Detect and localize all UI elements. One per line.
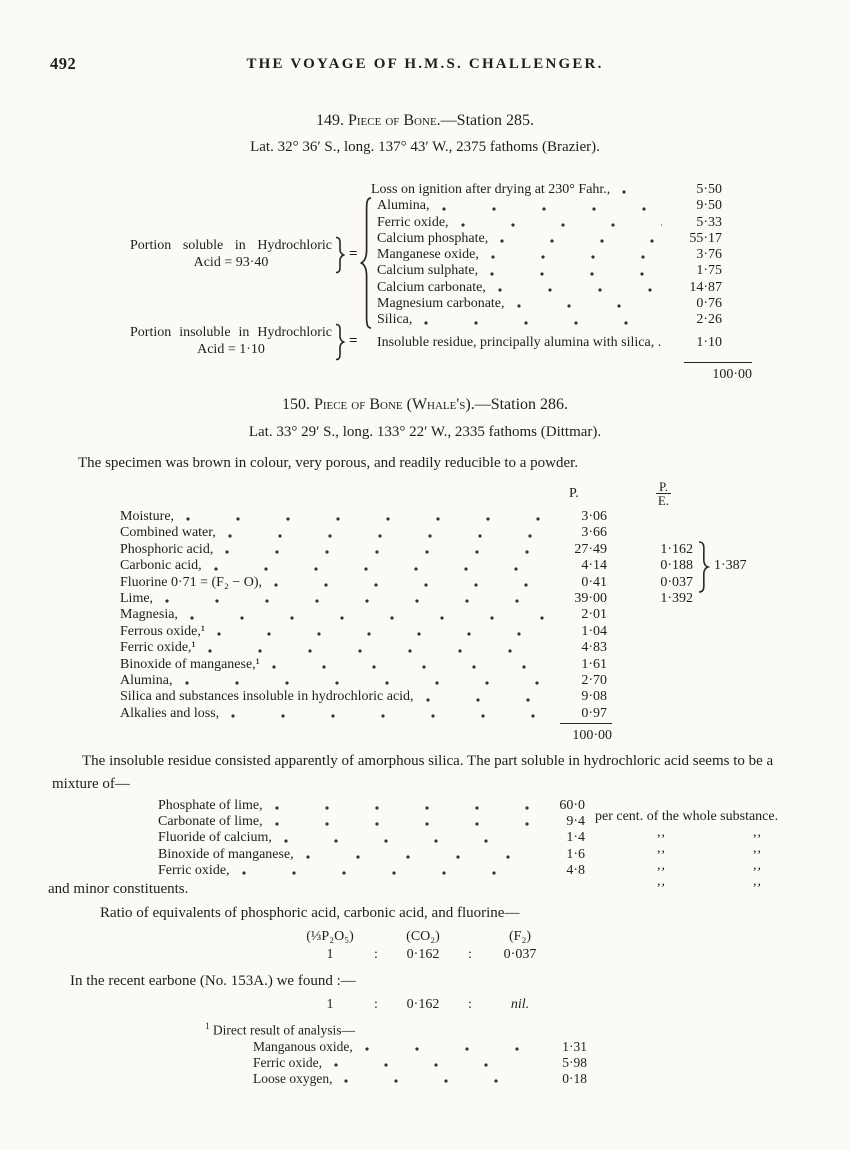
value-p: 39·00: [574, 591, 607, 607]
table-row: [120, 624, 693, 640]
formula-carbonic: (CO₂): [406, 929, 440, 944]
row-label: Ferrous oxide,¹: [120, 623, 206, 639]
table-row: [120, 640, 693, 656]
row-label: Fluoride of calcium,: [158, 830, 272, 846]
row-value: 9·4: [566, 814, 585, 830]
table-149-rows: [371, 182, 722, 329]
ratio-intro: Ratio of equivalents of phosphoric acid, carbonic acid, and fluorine—: [100, 905, 520, 921]
row-label: Alumina,: [377, 198, 430, 214]
ratio-value: 1: [326, 947, 334, 962]
table-row: [120, 509, 693, 525]
dot-leader: [622, 186, 662, 196]
soluble-portion-label: [130, 237, 332, 271]
table-row: [120, 607, 693, 623]
ratio-colon: :: [374, 997, 378, 1012]
row-value: 1·6: [566, 846, 585, 862]
specimen-name: Piece of Bone.: [347, 112, 441, 129]
dot-leader: [225, 546, 544, 556]
section-149-latlong: Lat. 32° 36′ S., long. 137° 43′ W., 2375 fathoms (Brazier).: [250, 139, 600, 155]
ditto-mark: ,,: [657, 841, 666, 857]
row-value: 9·50: [696, 198, 722, 214]
ditto-mark: ,,: [753, 825, 762, 841]
table-row: [120, 591, 693, 607]
row-label: Binoxide of manganese,¹: [120, 656, 260, 672]
ratio-value-nil: nil.: [510, 997, 530, 1012]
page-number: 492: [50, 54, 77, 73]
row-label: Lime,: [120, 591, 154, 607]
table-row: [158, 862, 820, 889]
dot-leader: [208, 645, 544, 655]
footnote-title: [205, 1018, 587, 1039]
row-value: 2·26: [696, 312, 722, 328]
row-label: Phosphate of lime,: [158, 798, 263, 813]
table-row: [120, 706, 693, 722]
total-value: 100·00: [712, 367, 752, 382]
dot-leader: [306, 851, 531, 861]
ditto-mark: ,,: [753, 841, 762, 857]
table-row: [120, 525, 693, 541]
table-row: [377, 263, 722, 279]
row-value: 60·0: [559, 798, 585, 813]
dot-leader: [490, 268, 662, 278]
value-p: 1·61: [581, 656, 607, 672]
label-line: Portion insoluble in Hydrochloric: [130, 325, 332, 340]
label-line: Acid = 93·40: [193, 255, 269, 270]
section-150-heading: [0, 396, 850, 414]
footnote-rows: [205, 1039, 587, 1087]
table-row: [120, 575, 693, 591]
value-p: 2·70: [581, 673, 607, 689]
ditto-mark: ,,: [657, 873, 666, 889]
value-pe: 0·037: [660, 574, 693, 590]
dot-leader: [165, 595, 544, 605]
group-brace-left-icon: [359, 196, 373, 330]
row-label: Combined water,: [120, 525, 216, 541]
footnote: [205, 1018, 587, 1087]
analysis-table-149: [0, 178, 850, 396]
row-value: 5·98: [562, 1054, 587, 1070]
ratio-value: 0·162: [406, 947, 440, 962]
row-main: [158, 863, 585, 879]
dot-leader: [424, 317, 662, 327]
insoluble-residue-paragraph: The insoluble residue consisted apparently of amorphous silica. The part soluble in hydrochloric acid seems to be a mixture of—: [52, 753, 774, 792]
dot-leader: [185, 677, 545, 687]
row-label: Alkalies and loss,: [120, 705, 220, 721]
value-p: 0·97: [581, 705, 607, 721]
value-p: 0·41: [581, 574, 607, 590]
specimen-description: The specimen was brown in colour, very porous, and readily reducible to a powder.: [78, 455, 579, 471]
row-value: 55·17: [689, 230, 722, 246]
ratio-value: 1: [326, 997, 334, 1012]
row-label: Fluorine 0·71 = (F₂ − O),: [120, 574, 262, 590]
row-label: Loose oxygen,: [253, 1070, 333, 1086]
table-row: [377, 247, 722, 263]
ditto-mark: ,,: [657, 825, 666, 841]
earbone-values: [298, 997, 556, 1013]
section-number: 149.: [315, 112, 348, 129]
row-label: Insoluble residue, principally alumina with silica, .: [377, 335, 662, 350]
row-label: Carbonic acid,: [120, 558, 202, 574]
dot-leader: [426, 694, 544, 704]
dot-leader: [365, 1043, 531, 1053]
dot-leader: [228, 530, 544, 540]
value-pe: 0·188: [660, 558, 693, 574]
dot-leader: [242, 867, 531, 877]
row-label: Silica,: [377, 312, 413, 328]
row-value: 1·31: [562, 1038, 587, 1054]
row-value: 4·8: [566, 862, 585, 878]
mixture-table: [158, 798, 820, 889]
row-label: Calcium phosphate,: [377, 230, 489, 246]
dot-leader: [517, 300, 662, 310]
row-label: Silica and substances insoluble in hydrochloric acid,: [120, 689, 414, 705]
row-main: [158, 814, 585, 830]
section-number: 150.: [281, 396, 314, 413]
dot-leader: [500, 235, 662, 245]
value-p: 2·01: [581, 607, 607, 623]
ditto-mark: ,,: [753, 857, 762, 873]
column-header-p: P.: [569, 486, 579, 501]
value-p: 9·08: [581, 689, 607, 705]
equivalents-sum: 1·387: [714, 558, 747, 573]
row-label: Ferric oxide,: [158, 862, 230, 878]
minor-constituents-note: and minor constituents.: [48, 881, 189, 897]
value-p: 27·49: [574, 541, 607, 557]
dot-leader: [186, 513, 544, 523]
row-label: Binoxide of manganese,: [158, 846, 294, 862]
row-value: 1·75: [696, 263, 722, 279]
total-value: 100·00: [572, 728, 612, 743]
station-label: —Station 285.: [440, 112, 535, 129]
footnote-marker: 1: [205, 1021, 210, 1031]
ratio-value: 0·037: [503, 947, 537, 962]
dot-leader: [272, 661, 544, 671]
formula-phosphoric: (⅓P₂O₅): [306, 929, 354, 944]
value-pe: 1·162: [660, 541, 693, 557]
row-label: Magnesium carbonate,: [377, 296, 505, 312]
row-value: 0·18: [562, 1070, 587, 1086]
row-value: 5·50: [696, 182, 722, 197]
equals-sign: =: [349, 333, 358, 349]
fraction-denominator: E.: [657, 493, 670, 508]
table-row: [253, 1071, 587, 1087]
row-label: Manganous oxide,: [253, 1038, 353, 1054]
dot-leader: [344, 1075, 531, 1085]
row-main: [158, 830, 585, 846]
section-149-heading: [0, 112, 850, 130]
equals-sign: =: [349, 246, 358, 262]
table-row: [377, 231, 722, 247]
row-label: Ferric oxide,¹: [120, 640, 196, 656]
row-label: Manganese oxide,: [377, 247, 479, 263]
section-150-latlong: Lat. 33° 29′ S., long. 133° 22′ W., 2335 fathoms (Dittmar).: [248, 424, 602, 440]
table-150-rows: [120, 509, 693, 722]
value-pe: 1·392: [660, 591, 693, 607]
ratio-values: [298, 947, 556, 963]
table-row: [377, 312, 722, 328]
dot-leader: [275, 802, 531, 812]
label-brace-right-icon: [334, 323, 345, 361]
dot-leader: [231, 710, 544, 720]
running-title: THE VOYAGE OF H.M.S. CHALLENGER.: [246, 56, 604, 72]
station-label: —Station 286.: [474, 396, 569, 413]
column-header-p-over-e: [656, 480, 671, 507]
insoluble-residue-row: [377, 335, 722, 351]
specimen-name: Piece of Bone (Whale's).: [313, 396, 475, 413]
ratio-table: [298, 929, 556, 963]
table-row: [120, 689, 693, 705]
value-p: 1·04: [581, 623, 607, 639]
analysis-table-150: [120, 480, 810, 752]
table-row: [371, 182, 722, 198]
table-row: [253, 1039, 587, 1055]
row-label: Magnesia,: [120, 607, 178, 623]
ditto-mark: ,,: [753, 873, 762, 889]
row-value: 1·4: [566, 830, 585, 846]
row-main: [158, 847, 585, 863]
table-row: [120, 673, 693, 689]
dot-leader: [275, 818, 531, 828]
total-rule: [560, 723, 612, 724]
table-row: [377, 215, 722, 231]
dot-leader: [498, 284, 662, 294]
row-main: [158, 798, 585, 814]
dot-leader: [284, 835, 531, 845]
label-line: Portion soluble in Hydrochloric: [130, 238, 332, 253]
row-value: 14·87: [689, 279, 722, 295]
value-p: 4·14: [581, 558, 607, 574]
row-label: Calcium sulphate,: [377, 263, 479, 279]
insoluble-portion-label: [130, 324, 332, 358]
row-label: Loss on ignition after drying at 230° Fahr.,: [371, 182, 611, 197]
value-p: 3·06: [581, 509, 607, 524]
table-row: [120, 542, 693, 558]
dot-leader: [461, 219, 662, 229]
earbone-intro: In the recent earbone (No. 153A.) we found :—: [70, 973, 356, 989]
table-row: [120, 657, 693, 673]
ratio-headers: [298, 929, 556, 945]
ratio-colon: :: [374, 947, 378, 962]
unit-label: per cent. of the whole substance.: [595, 809, 779, 824]
table-row: [253, 1055, 587, 1071]
row-value: 5·33: [696, 214, 722, 230]
ratio-colon: :: [468, 997, 472, 1012]
fraction-numerator: P.: [656, 480, 671, 494]
ratio-colon: :: [468, 947, 472, 962]
row-label: Ferric oxide,: [253, 1054, 322, 1070]
row-value: 0·76: [696, 296, 722, 312]
label-line: Acid = 1·10: [197, 342, 265, 357]
dot-leader: [217, 628, 544, 638]
dot-leader: [274, 579, 544, 589]
dot-leader: [214, 563, 544, 573]
dot-leader: [491, 251, 662, 261]
equivalents-brace-right-icon: [697, 540, 710, 594]
dot-leader: [442, 203, 663, 213]
label-brace-right-icon: [334, 236, 345, 274]
row-label: Ferric oxide,: [377, 214, 449, 230]
ratio-value: 0·162: [406, 997, 440, 1012]
total-rule: [684, 362, 752, 363]
value-p: 3·66: [581, 525, 607, 541]
row-value: 3·76: [696, 247, 722, 263]
table-row: [120, 558, 693, 574]
table-row: [377, 280, 722, 296]
footnote-title-text: Direct result of analysis—: [209, 1022, 355, 1038]
formula-fluorine: (F₂): [509, 929, 531, 944]
table-row: [377, 198, 722, 214]
dot-leader: [334, 1059, 531, 1069]
row-label: Phosphoric acid,: [120, 541, 214, 557]
row-label: Moisture,: [120, 509, 175, 524]
row-label: Alumina,: [120, 673, 173, 689]
ditto-mark: ,,: [657, 857, 666, 873]
row-value: 1·10: [696, 335, 722, 350]
value-p: 4·83: [581, 640, 607, 656]
dot-leader: [190, 612, 544, 622]
row-label: Calcium carbonate,: [377, 279, 486, 295]
table-row: [377, 296, 722, 312]
row-label: Carbonate of lime,: [158, 814, 263, 830]
